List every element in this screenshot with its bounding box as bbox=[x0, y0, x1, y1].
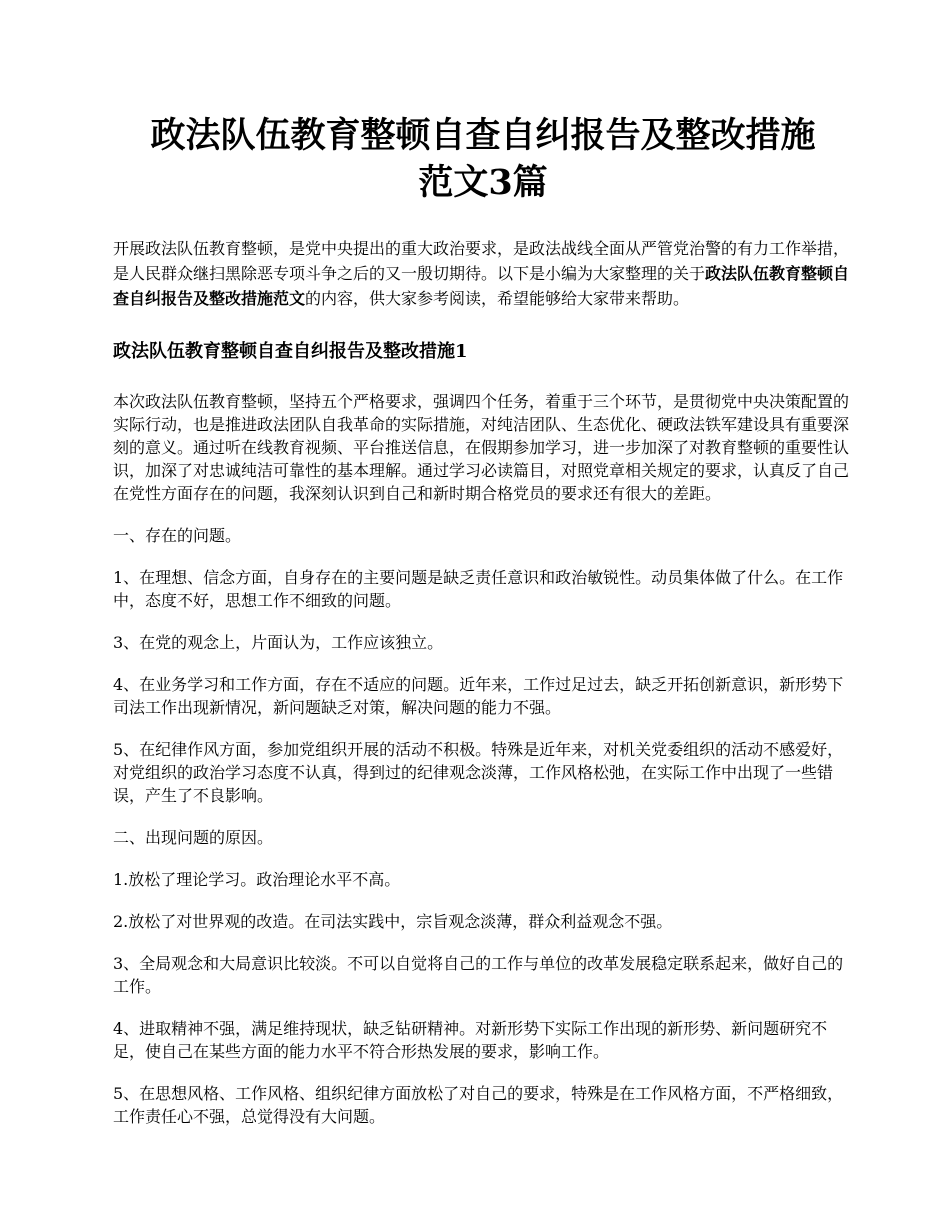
intro-text-bold: 政法队伍教育整顿自查自纠报告及整改措施范文 bbox=[113, 264, 850, 308]
title-line-1: 政法队伍教育整顿自查自纠报告及整改措施 bbox=[150, 115, 816, 156]
body-paragraph: 4、进取精神不强，满足维持现状，缺乏钻研精神。对新形势下实际工作出现的新形势、新问题研究不足，使自己在某些方面的能力水平不符合形热发展的要求，影响工作。 bbox=[113, 1019, 828, 1061]
intro-text-after: 的内容，供大家参考阅读，希望能够给大家带来帮助。 bbox=[305, 289, 690, 308]
body-paragraph: 2.放松了对世界观的改造。在司法实践中，宗旨观念淡薄，群众利益观念不强。 bbox=[113, 912, 673, 931]
body-paragraph: 1、在理想、信念方面，自身存在的主要问题是缺乏责任意识和政治敏锐性。动员集体做了什么。在工作中，态度不好，思想工作不细致的问题。 bbox=[113, 568, 844, 610]
document-page bbox=[113, 112, 853, 1128]
body-paragraph: 5、在思想风格、工作风格、组织纪律方面放松了对自己的要求，特殊是在工作风格方面，不严格细致，工作责任心不强，总觉得没有大问题。 bbox=[113, 1084, 844, 1126]
body-paragraph: 3、在党的观念上，片面认为，工作应该独立。 bbox=[113, 633, 444, 652]
body-paragraph: 一、存在的问题。 bbox=[113, 526, 242, 545]
intro-text-before: 开展政法队伍教育整顿，是党中央提出的重大政治要求，是政法战线全面从严管党治警的有力工作举措，是人民群众继扫黑除恶专项斗争之后的又一殷切期待。以下是小编为大家整理的关于 bbox=[113, 239, 850, 283]
body-paragraph: 本次政法队伍教育整顿，坚持五个严格要求，强调四个任务，着重于三个环节，是贯彻党中央决策配置的实际行动，也是推进政法团队自我革命的实际措施，对纯洁团队、生态优化、硬政法铁军建设具有重要深刻的意义。通过听在线教育视频、平台推送信息，在假期参加学习，进一步加深了对教育整顿的重要性认识，加深了对忠诚纯洁可靠性的基本理解。通过学习必读篇目，对照党章相关规定的要求，认真反了自己在党性方面存在的问题，我深刻认识到自己和新时期合格党员的要求还有很大的差距。 bbox=[113, 392, 850, 503]
body-paragraph: 1.放松了理论学习。政治理论水平不高。 bbox=[113, 870, 401, 889]
title-line-2: 范文3篇 bbox=[418, 162, 548, 203]
body-paragraph: 5、在纪律作风方面，参加党组织开展的活动不积极。特殊是近年来，对机关党委组织的活动不感爱好，对党组织的政治学习态度不认真，得到过的纪律观念淡薄，工作风格松弛，在实际工作中出现了一些错误，产生了不良影响。 bbox=[113, 740, 844, 805]
document-title bbox=[113, 112, 853, 206]
body-paragraph: 4、在业务学习和工作方面，存在不适应的问题。近年来，工作过足过去，缺乏开拓创新意识，新形势下司法工作出现新情况，新问题缺乏对策，解决问题的能力不强。 bbox=[113, 675, 844, 717]
body-paragraph: 二、出现问题的原因。 bbox=[113, 828, 274, 847]
body-paragraph: 3、全局观念和大局意识比较淡。不可以自觉将自己的工作与单位的改革发展稳定联系起来，做好自己的工作。 bbox=[113, 954, 844, 996]
section-heading: 政法队伍教育整顿自查自纠报告及整改措施1 bbox=[113, 341, 468, 362]
intro-paragraph bbox=[113, 236, 853, 311]
